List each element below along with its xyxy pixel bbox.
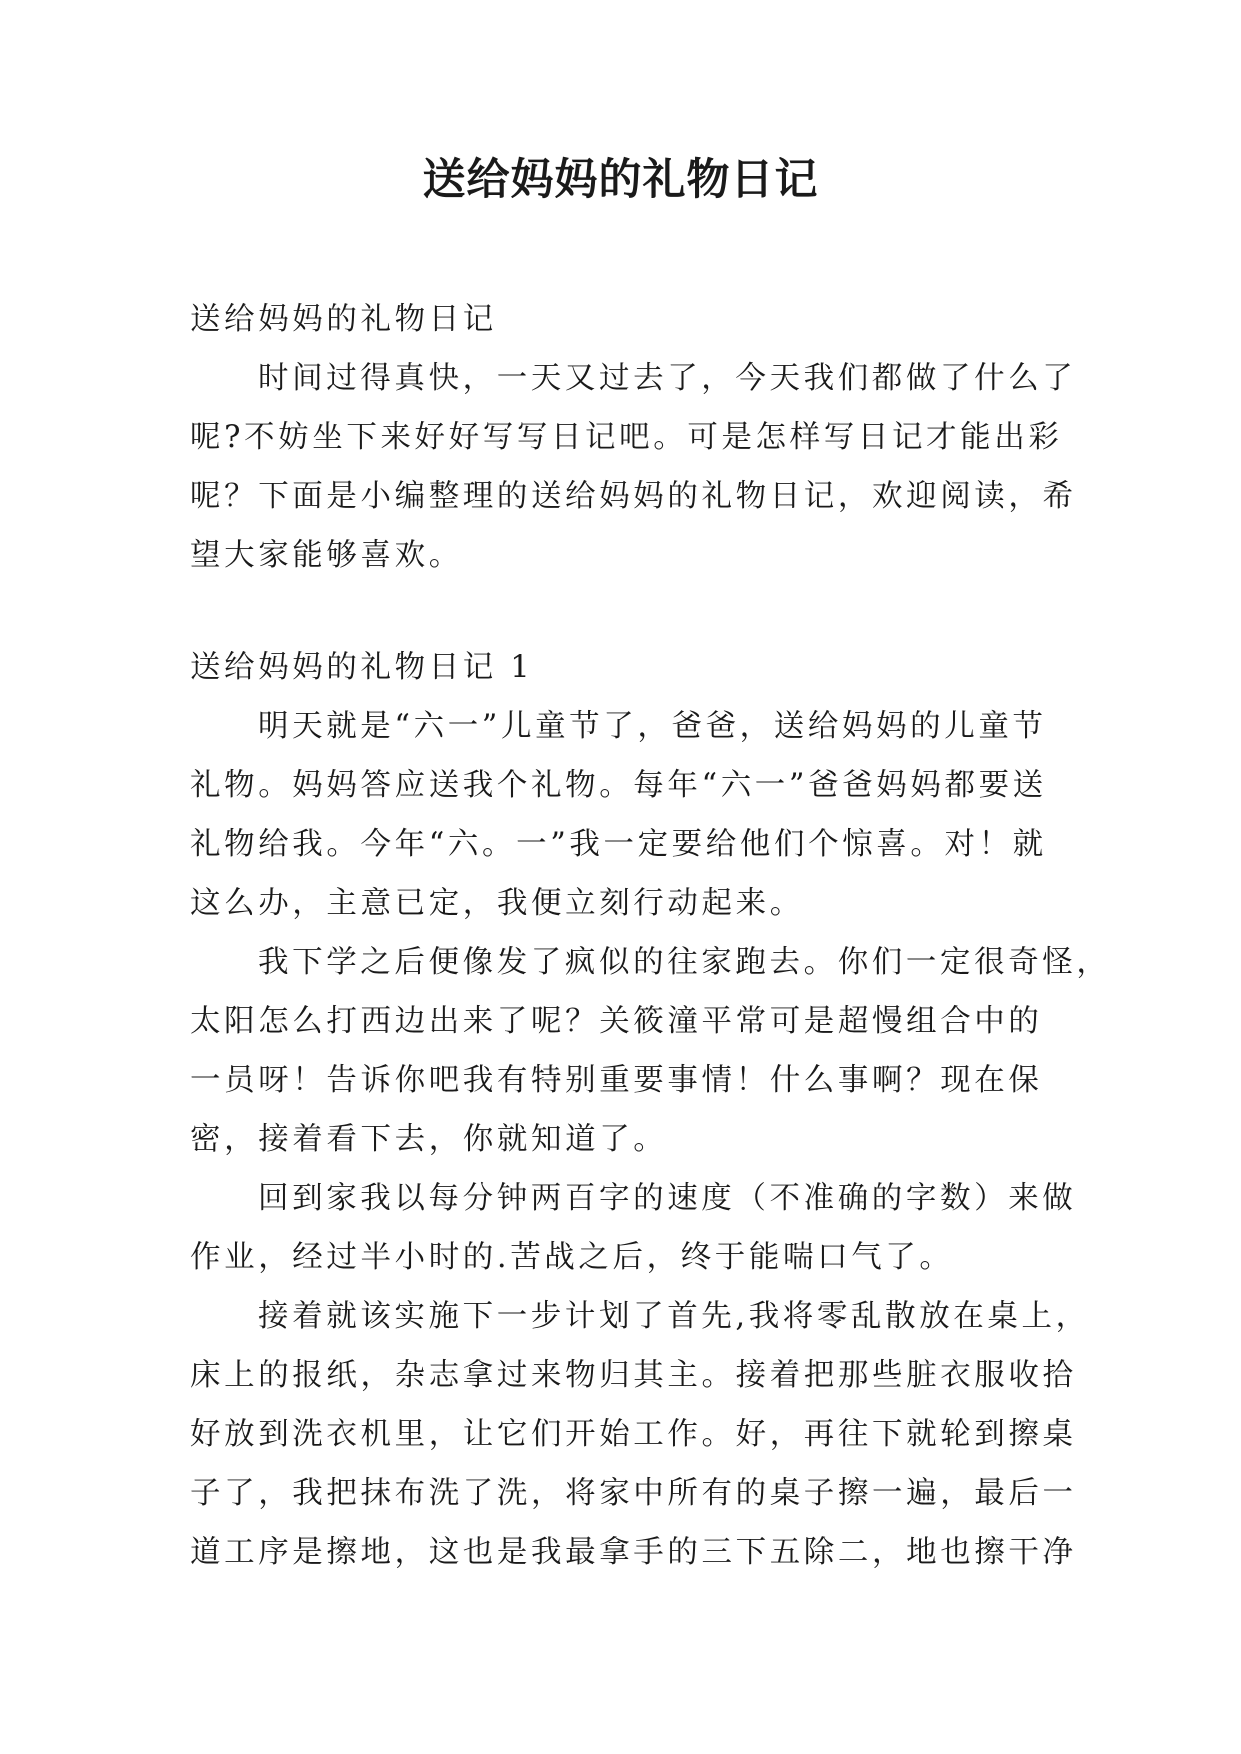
paragraph-line: 我下学之后便像发了疯似的往家跑去。你们一定很奇怪， [258,945,1111,980]
paragraph-line: 密，接着看下去，你就知道了。 [190,1122,668,1157]
paragraph-line: 礼物给我。今年“六。一”我一定要给他们个惊喜。对！就 [190,827,1047,862]
paragraph-line: 回到家我以每分钟两百字的速度（不准确的字数）来做 [258,1181,1077,1216]
paragraph-line: 道工序是擦地，这也是我最拿手的三下五除二，地也擦干净 [190,1535,1077,1570]
diary-heading: 送给妈妈的礼物日记 1 [190,650,534,685]
intro-section [190,290,1077,585]
diary-paragraph [190,1287,1090,1582]
intro-line: 望大家能够喜欢。 [190,538,463,573]
intro-line: 呢？下面是小编整理的送给妈妈的礼物日记，欢迎阅读，希 [190,479,1077,514]
diary-paragraph [190,933,1111,1169]
paragraph-line: 接着就该实施下一步计划了首先,我将零乱散放在桌上， [258,1299,1090,1334]
intro-heading: 送给妈妈的礼物日记 [190,302,497,337]
document-title: 送给妈妈的礼物日记 [422,155,819,205]
paragraph-line: 作业，经过半小时的.苦战之后，终于能喘口气了。 [190,1240,954,1275]
paragraph-line: 这么办，主意已定，我便立刻行动起来。 [190,886,804,921]
intro-line: 呢?不妨坐下来好好写写日记吧。可是怎样写日记才能出彩 [190,420,1063,455]
diary-section [190,638,1111,1582]
diary-paragraph [190,1169,1077,1287]
paragraph-line: 床上的报纸，杂志拿过来物归其主。接着把那些脏衣服收拾 [190,1358,1077,1393]
paragraph-line: 好放到洗衣机里，让它们开始工作。好，再往下就轮到擦桌 [190,1417,1077,1452]
paragraph-line: 子了，我把抹布洗了洗，将家中所有的桌子擦一遍，最后一 [190,1476,1077,1511]
intro-paragraph [190,349,1077,585]
paragraph-line: 一员呀！告诉你吧我有特别重要事情！什么事啊？现在保 [190,1063,1043,1098]
diary-paragraph [190,697,1056,933]
paragraph-line: 礼物。妈妈答应送我个礼物。每年“六一”爸爸妈妈都要送 [190,768,1047,803]
paragraph-line: 明天就是“六一”儿童节了，爸爸，送给妈妈的儿童节 [258,709,1047,744]
paragraph-line: 太阳怎么打西边出来了呢？关筱潼平常可是超慢组合中的 [190,1004,1043,1039]
intro-line: 时间过得真快，一天又过去了，今天我们都做了什么了 [258,361,1077,396]
